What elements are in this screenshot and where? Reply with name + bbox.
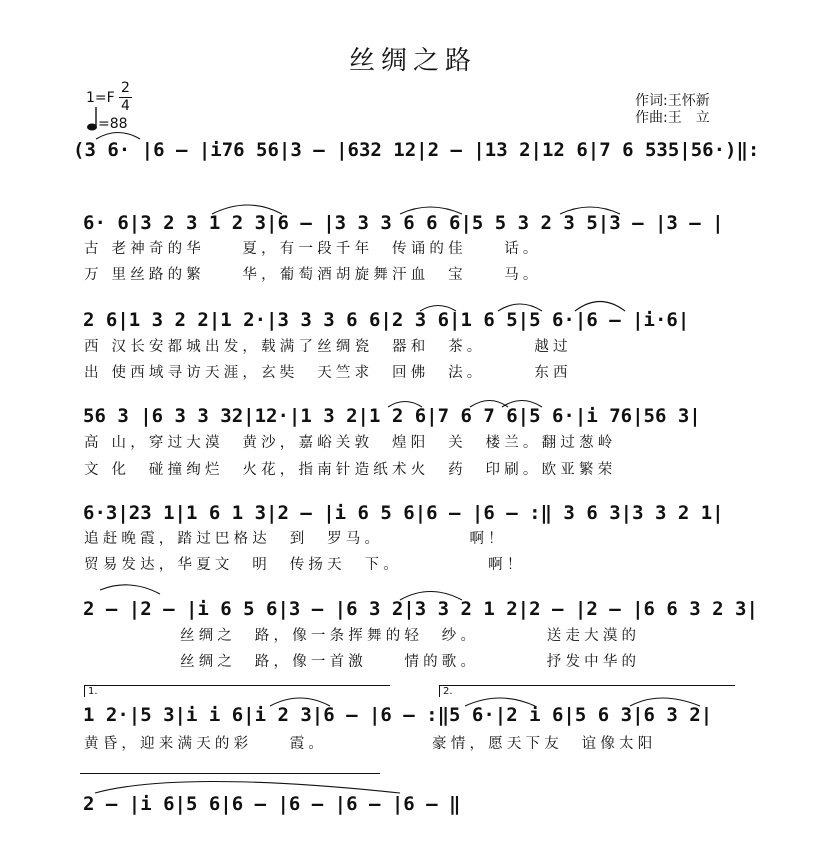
lyric-line-5b: 贸易发达，华夏文 明 传扬天 下。 啊！ — [84, 557, 526, 573]
lyric-line-7a: 黄昏，迎来满天的彩 霞。 豪情，愿天下友 谊像太阳 — [84, 736, 657, 752]
composer-credit: 作曲:王 立 — [635, 110, 710, 126]
key-signature: 1=F — [86, 90, 115, 106]
score-line-8: 2 – |i 6|5 6|6 – |6 – |6 – |6 – ‖ — [83, 793, 461, 815]
score-line-4: 56 3 |6 3 3 32|12·|1 3 2|1 2 6|7 6 7 6|5 6·|i 76|56 3| — [83, 405, 701, 427]
lyric-line-6a: 丝绸之 路，像一条挥舞的轻 纱。 送走大漠的 — [180, 628, 641, 644]
lyric-line-2b: 万 里丝路的繁 华，葡萄酒胡旋舞汗血 宝 马。 — [84, 267, 542, 283]
lyric-line-4b: 文 化 碰撞绚烂 火花，指南针造纸术火 药 印刷。欧亚繁荣 — [84, 462, 617, 478]
lyric-line-6b: 丝绸之 路，像一首激 情的歌。 抒发中华的 — [180, 654, 641, 670]
lyric-line-4a: 高 山，穿过大漠 黄沙，嘉峪关敦 煌阳 关 楼兰。翻过葱岭 — [84, 435, 617, 451]
score-line-3: 2 6|1 3 2 2|1 2·|3 3 3 6 6|2 3 6|1 6 5|5 6·|6 – |i·6| — [83, 309, 690, 331]
volta-1-label: 1. — [88, 686, 98, 697]
score-line-7: 1 2·|5 3|i i 6|i 2 3|6 – |6 – :‖5 6·|2 i 6|5 6 3|6 3 2| — [83, 704, 713, 726]
score-line-5: 6·3|23 1|1 6 1 3|2 – |i 6 5 6|6 – |6 – :‖ 3 6 3|3 3 2 1| — [83, 502, 724, 524]
lyric-line-5a: 追赶晚霞，踏过巴格达 到 罗马。 啊！ — [84, 531, 507, 547]
time-denominator: 4 — [121, 98, 130, 114]
score-line-6: 2 – |2 – |i 6 5 6|3 – |6 3 2|3 3 2 1 2|2 – |2 – |6 6 3 2 3| — [83, 598, 758, 620]
score-line-1: (3 6· |6 – |i76 56|3 – |632 12|2 – |13 2|12 6|7 6 535|56·)‖: — [73, 139, 760, 161]
song-title: 丝绸之路 — [348, 46, 477, 76]
score-line-2: 6· 6|3 2 3 1 2 3|6 – |3 3 3 6 6 6|5 5 3 2 3 5|3 – |3 – | — [83, 212, 724, 234]
lyric-line-3a: 西 汉长安都城出发，载满了丝绸瓷 器和 茶。 越过 — [84, 339, 572, 355]
lyric-line-3b: 出 使西域寻访天涯，玄奘 天竺求 回佛 法。 东西 — [84, 365, 572, 381]
volta-2-label: 2. — [443, 686, 453, 697]
time-numerator: 2 — [121, 80, 130, 96]
lyricist-credit: 作词:王怀新 — [635, 93, 710, 109]
tempo-marking: =88 — [98, 116, 128, 132]
lyric-line-2a: 古 老神奇的华 夏，有一段千年 传诵的佳 话。 — [84, 241, 542, 257]
